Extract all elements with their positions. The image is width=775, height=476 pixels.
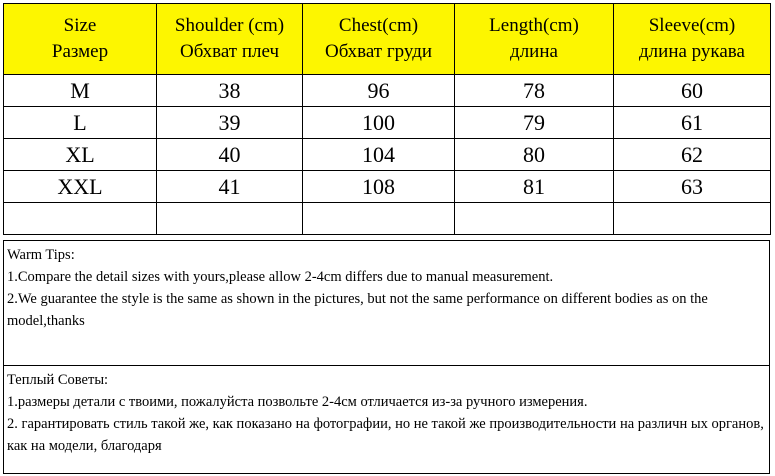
- table-cell: 41: [157, 171, 303, 203]
- header-length: [455, 4, 614, 75]
- table-cell: 61: [614, 107, 771, 139]
- header-sleeve-en: Sleeve(cm): [648, 15, 736, 36]
- table-cell: 79: [455, 107, 614, 139]
- table-cell: XL: [4, 139, 157, 171]
- header-shoulder-en: Shoulder (cm): [174, 15, 285, 36]
- header-row: [4, 4, 771, 75]
- table-row-empty: [4, 203, 771, 235]
- table-cell: 96: [303, 75, 455, 107]
- header-shoulder: [157, 4, 303, 75]
- table-cell: 78: [455, 75, 614, 107]
- table-cell: L: [4, 107, 157, 139]
- table-cell: 60: [614, 75, 771, 107]
- header-size-ru: Размер: [51, 41, 109, 62]
- header-sleeve-ru: длина рукава: [639, 41, 745, 62]
- table-row: [4, 107, 771, 139]
- table-cell: [455, 203, 614, 235]
- table-cell: 104: [303, 139, 455, 171]
- warm-tips-english: [3, 240, 770, 366]
- header-chest: [303, 4, 455, 75]
- table-cell: 80: [455, 139, 614, 171]
- header-length-en: Length(cm): [489, 15, 579, 36]
- table-row: [4, 171, 771, 203]
- table-row: [4, 139, 771, 171]
- header-size: [4, 4, 157, 75]
- table-cell: 81: [455, 171, 614, 203]
- notes-en-line2: 2.We guarantee the style is the same as shown in the pictures, but not the same performance on different bodies as on the model,thanks: [7, 291, 708, 329]
- header-sleeve: [614, 4, 771, 75]
- header-shoulder-ru: Обхват плеч: [179, 41, 280, 62]
- table-cell: 63: [614, 171, 771, 203]
- table-cell: 108: [303, 171, 455, 203]
- warm-tips-russian: [3, 365, 770, 474]
- notes-ru-line2: 2. гарантировать стиль такой же, как показано на фотографии, но не такой же производительности на различн ых органов, как на модели, благодаря: [7, 416, 764, 454]
- table-cell: M: [4, 75, 157, 107]
- table-cell: 100: [303, 107, 455, 139]
- table-cell: 39: [157, 107, 303, 139]
- header-length-ru: длина: [510, 41, 558, 62]
- table-row: [4, 75, 771, 107]
- table-cell: 38: [157, 75, 303, 107]
- table-cell: 40: [157, 139, 303, 171]
- notes-en-line1: 1.Compare the detail sizes with yours,please allow 2-4cm differs due to manual measurement.: [7, 269, 554, 285]
- notes-en-title: Warm Tips:: [7, 247, 75, 263]
- table-cell: 62: [614, 139, 771, 171]
- size-table: [3, 3, 771, 235]
- table-cell: XXL: [4, 171, 157, 203]
- table-cell: [303, 203, 455, 235]
- notes-ru-title: Теплый Советы:: [7, 372, 109, 388]
- table-cell: [4, 203, 157, 235]
- header-chest-en: Chest(cm): [338, 15, 419, 36]
- header-size-en: Size: [63, 15, 97, 36]
- header-chest-ru: Обхват груди: [324, 41, 433, 62]
- table-cell: [614, 203, 771, 235]
- table-cell: [157, 203, 303, 235]
- notes-ru-line1: 1.размеры детали с твоими, пожалуйста позвольте 2-4см отличается из-за ручного измерения.: [7, 394, 588, 410]
